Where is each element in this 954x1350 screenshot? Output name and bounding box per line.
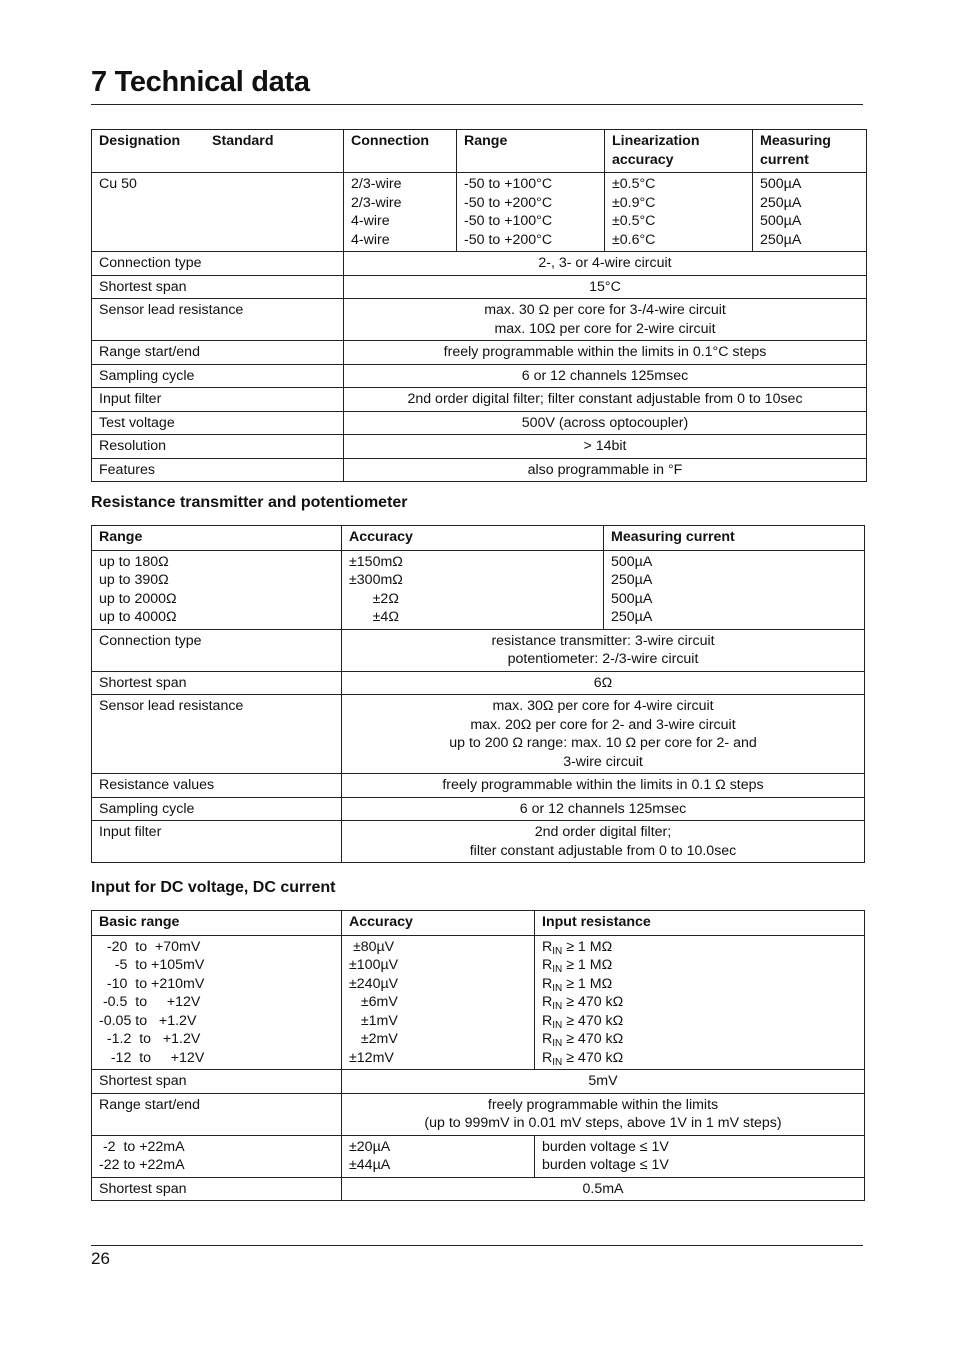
cell-designation: Cu 50 <box>92 173 344 252</box>
input-resistance-line: $R_{IN} \ge 1$ MΩ <box>542 957 613 975</box>
header-input-resistance: Input resistance <box>535 911 865 936</box>
table-row <box>92 671 865 695</box>
row-value: 2-, 3- or 4-wire circuit <box>344 252 867 276</box>
row-value: also programmable in °F <box>344 458 867 482</box>
table-row <box>92 550 865 629</box>
rtd-specs-table <box>91 129 867 482</box>
row-label: Sensor lead resistance <box>92 299 344 341</box>
header-accuracy: Accuracy <box>342 911 535 936</box>
row-value: 6 or 12 channels 125msec <box>342 797 865 821</box>
table-row <box>92 388 867 412</box>
table-row <box>92 1093 865 1135</box>
row-value: max. 30Ω per core for 4-wire circuit max. 20Ω per core for 2- and 3-wire circuit up to 200 Ω range: max. 10 Ω per core for 2- and 3-wire circuit <box>342 695 865 774</box>
row-label: Sampling cycle <box>92 364 344 388</box>
input-resistance-line: $R_{IN} \ge 470$ kΩ <box>542 1049 624 1068</box>
input-resistance-line: $R_{IN} \ge 1$ MΩ <box>542 975 613 994</box>
header-connection: Connection <box>344 130 457 173</box>
input-resistance-line: $R_{IN} \ge 470$ kΩ <box>542 1012 624 1031</box>
cell-measuring-current: 500µA 250µA 500µA 250µA <box>753 173 867 252</box>
table-row <box>92 797 865 821</box>
cell-basic-range: -2 to +22mA -22 to +22mA <box>92 1135 342 1177</box>
table-row <box>92 1070 865 1094</box>
row-label: Sampling cycle <box>92 797 342 821</box>
header-range: Range <box>457 130 605 173</box>
row-label: Resistance values <box>92 774 342 798</box>
row-label: Sensor lead resistance <box>92 695 342 774</box>
page-number: 26 <box>91 1249 110 1268</box>
row-value: 6Ω <box>342 671 865 695</box>
cell-connection: 2/3-wire 2/3-wire 4-wire 4-wire <box>344 173 457 252</box>
row-label: Shortest span <box>92 275 344 299</box>
table-header-row <box>92 911 865 936</box>
row-value: resistance transmitter: 3-wire circuit potentiometer: 2-/3-wire circuit <box>342 629 865 671</box>
cell-input-resistance <box>535 935 865 1070</box>
section-heading-dc-input: Input for DC voltage, DC current <box>91 879 336 896</box>
row-label: Range start/end <box>92 1093 342 1135</box>
header-measuring-current: Measuring current <box>753 130 867 173</box>
cell-range: up to 180Ω up to 390Ω up to 2000Ω up to 4000Ω <box>92 550 342 629</box>
table-row <box>92 341 867 365</box>
row-value: 2nd order digital filter; filter constant adjustable from 0 to 10sec <box>344 388 867 412</box>
input-resistance-line: $R_{IN} \ge 470$ kΩ <box>542 994 624 1012</box>
row-value: freely programmable within the limits in 0.1°C steps <box>344 341 867 365</box>
header-designation-standard <box>92 130 344 173</box>
row-label: Connection type <box>92 252 344 276</box>
cell-input-resistance: burden voltage ≤ 1V burden voltage ≤ 1V <box>535 1135 865 1177</box>
title-divider <box>91 104 863 105</box>
table-row <box>92 695 865 774</box>
table-row <box>92 821 865 863</box>
header-range: Range <box>92 526 342 551</box>
footer-divider <box>91 1245 863 1246</box>
row-label: Range start/end <box>92 341 344 365</box>
row-label: Shortest span <box>92 1070 342 1094</box>
row-label: Features <box>92 458 344 482</box>
row-label: Resolution <box>92 435 344 459</box>
row-label: Shortest span <box>92 1177 342 1201</box>
table-row <box>92 629 865 671</box>
table-row <box>92 275 867 299</box>
row-value: 2nd order digital filter; filter constant adjustable from 0 to 10.0sec <box>342 821 865 863</box>
cell-accuracy: ±20µA ±44µA <box>342 1135 535 1177</box>
cell-basic-range: -20 to +70mV -5 to +105mV -10 to +210mV -0.5 to +12V -0.05 to +1.2V -1.2 to +1.2V -12 to +12V <box>92 935 342 1070</box>
table-header-row <box>92 130 867 173</box>
row-value: 6 or 12 channels 125msec <box>344 364 867 388</box>
header-basic-range: Basic range <box>92 911 342 936</box>
resistance-specs-table <box>91 525 865 863</box>
table-row <box>92 299 867 341</box>
table-row <box>92 1135 865 1177</box>
row-value: 500V (across optocoupler) <box>344 411 867 435</box>
row-value: freely programmable within the limits (up to 999mV in 0.01 mV steps, above 1V in 1 mV steps) <box>342 1093 865 1135</box>
table-row <box>92 774 865 798</box>
row-value: max. 30 Ω per core for 3-/4-wire circuit max. 10Ω per core for 2-wire circuit <box>344 299 867 341</box>
page-title: 7 Technical data <box>91 66 310 98</box>
header-linearization: Linearization accuracy <box>605 130 753 173</box>
table-header-row <box>92 526 865 551</box>
row-value: freely programmable within the limits in 0.1 Ω steps <box>342 774 865 798</box>
row-label: Connection type <box>92 629 342 671</box>
row-label: Test voltage <box>92 411 344 435</box>
row-label: Shortest span <box>92 671 342 695</box>
row-value: 0.5mA <box>342 1177 865 1201</box>
table-row <box>92 364 867 388</box>
header-accuracy: Accuracy <box>342 526 604 551</box>
table-row <box>92 252 867 276</box>
table-row <box>92 458 867 482</box>
header-standard: Standard <box>212 133 274 149</box>
section-heading-resistance: Resistance transmitter and potentiometer <box>91 494 408 511</box>
header-measuring-current: Measuring current <box>604 526 865 551</box>
cell-range: -50 to +100°C -50 to +200°C -50 to +100°C -50 to +200°C <box>457 173 605 252</box>
row-value: > 14bit <box>344 435 867 459</box>
table-row <box>92 935 865 1070</box>
row-label: Input filter <box>92 821 342 863</box>
header-designation: Designation <box>99 133 181 149</box>
table-row <box>92 1177 865 1201</box>
cell-accuracy: ±150mΩ ±300mΩ ±2Ω ±4Ω <box>342 550 604 629</box>
input-resistance-line: $R_{IN} \ge 1$ MΩ <box>542 938 613 957</box>
cell-measuring-current: 500µA 250µA 500µA 250µA <box>604 550 865 629</box>
row-value: 15°C <box>344 275 867 299</box>
cell-linearization: ±0.5°C ±0.9°C ±0.5°C ±0.6°C <box>605 173 753 252</box>
row-label: Input filter <box>92 388 344 412</box>
dc-input-specs-table <box>91 910 865 1201</box>
input-resistance-line: $R_{IN} \ge 470$ kΩ <box>542 1031 624 1049</box>
cell-accuracy: ±80µV ±100µV ±240µV ±6mV ±1mV ±2mV ±12mV <box>342 935 535 1070</box>
table-row <box>92 411 867 435</box>
table-row <box>92 173 867 252</box>
table-row <box>92 435 867 459</box>
row-value: 5mV <box>342 1070 865 1094</box>
